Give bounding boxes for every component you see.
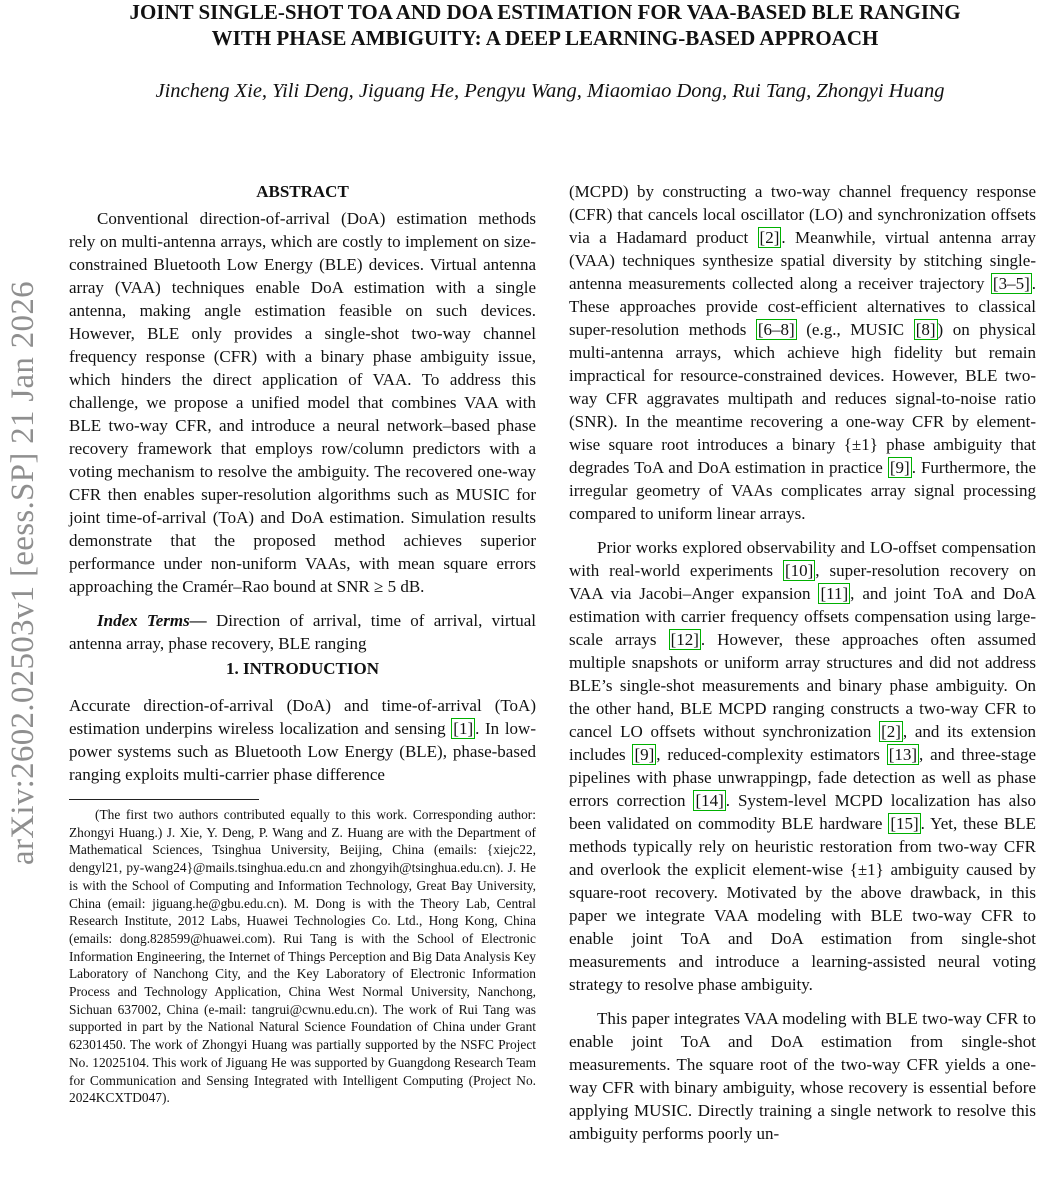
citation-link[interactable]: [8] xyxy=(915,320,936,339)
section-heading-introduction: 1. INTRODUCTION xyxy=(225,659,380,678)
intro-paragraph-1 xyxy=(69,694,536,786)
text-run: , and three-stage pipelines with phase unwrappingp, fade detection as well as phase errors correction xyxy=(569,745,1036,810)
citation-link[interactable]: [3–5] xyxy=(992,274,1030,293)
text-run: Accurate direction-of-arrival (DoA) and time-of-arrival (ToA) estimation underpins wireless localization and sensing xyxy=(69,696,536,738)
text-run: . However, these approaches often assumed multiple snapshots or uniform array structures and did not address BLE’s single-shot measurements and binary phase ambiguity. On the other hand, BLE MCPD ranging constructs a two-way CFR to cancel LO offsets without synchronization xyxy=(569,630,1036,741)
citation-link[interactable]: [9] xyxy=(634,745,655,764)
text-run: . Yet, these BLE methods typically rely on heuristic restoration from two-way CFR and overlook the explicit element-wise {±1} ambiguity caused by square-root recovery. Motivated by the above drawback, in this paper we integrate VAA modeling with BLE two-way CFR to enable joint ToA and DoA estimation from single-shot measurements and introduce a learning-assisted neural voting strategy to resolve phase ambiguity. xyxy=(569,814,1036,994)
title-line-2: WITH PHASE AMBIGUITY: A DEEP LEARNING-BASED APPROACH xyxy=(211,26,879,50)
right-column xyxy=(569,180,1036,1145)
text-run: (MCPD) by constructing a two-way channel frequency response (CFR) that cancels local oscillator (LO) and synchronization offsets via a Hadamard product xyxy=(569,182,1036,247)
arxiv-sidebar-stamp: arXiv:2602.02503v1 [eess.SP] 21 Jan 2026 xyxy=(5,281,41,865)
paper-title xyxy=(60,0,1030,51)
citation-link[interactable]: [2] xyxy=(759,228,780,247)
text-run: , and its extension includes xyxy=(569,722,1036,764)
index-terms-text: Direction of arrival, time of arrival, virtual antenna array, phase recovery, BLE ranging xyxy=(69,611,536,653)
abstract-body: Conventional direction-of-arrival (DoA) estimation methods rely on multi-antenna arrays, which are costly to implement on size-constrained Bluetooth Low Energy (BLE) devices. Virtual antenna array (VAA) techniques enable DoA estimation with a single antenna, making angle estimation feasible on such devices. However, BLE only provides a single-shot two-way channel frequency response (CFR) with a binary phase ambiguity issue, which hinders the direct application of VAA. To address this challenge, we propose a unified model that combines VAA with BLE two-way CFR, and introduce a neural network–based phase recovery framework that employs row/column predictors with a voting mechanism to resolve the ambiguity. The recovered one-way CFR then enables super-resolution algorithms such as MUSIC for joint time-of-arrival (ToA) and DoA estimation. Simulation results demonstrate that the proposed method achieves superior performance under non-uniform VAAs, with mean square errors approaching the Cramér–Rao bound at SNR ≥ 5 dB. xyxy=(69,209,536,596)
citation-link[interactable]: [14] xyxy=(695,791,724,810)
text-run: . Meanwhile, virtual antenna array (VAA) techniques synthesize spatial diversity by stitching single-antenna measurements collected along a receiver trajectory xyxy=(569,228,1036,293)
intro-paragraph-2 xyxy=(569,536,1036,996)
text-run: Prior works explored observability and LO-offset compensation with real-world experiments xyxy=(569,538,1036,580)
citation-link[interactable]: [6–8] xyxy=(757,320,795,339)
abstract-heading: ABSTRACT xyxy=(256,182,349,201)
text-run: . These approaches provide cost-efficient alternatives to classical super-resolution methods xyxy=(569,274,1036,339)
citation-link[interactable]: [13] xyxy=(888,745,918,764)
left-column xyxy=(69,180,536,1107)
text-run: , and joint ToA and DoA estimation with carrier frequency offsets compensation using large-scale arrays xyxy=(569,584,1036,649)
text-run: ) on physical multi-antenna arrays, which achieve high fidelity but remain impractical for resource-constrained devices. However, BLE two-way CFR aggravates multipath and reduces signal-to-noise ratio (SNR). In the meantime recovering a one-way CFR by element-wise square root introduces a binary {±1} phase ambiguity that degrades ToA and DoA estimation in practice xyxy=(569,320,1036,477)
author-list: Jincheng Xie, Yili Deng, Jiguang He, Pengyu Wang, Miaomiao Dong, Rui Tang, Zhongyi Huang xyxy=(155,80,945,102)
citation-link[interactable]: [10] xyxy=(784,561,814,580)
text-run: , reduced-complexity estimators xyxy=(656,745,887,764)
footnote-text: (The first two authors contributed equally to this work. Corresponding author: Zhongyi Huang.) J. Xie, Y. Deng, P. Wang and Z. Huang are with the Department of Mathematical Sciences, Tsinghua University, Beijing, China (emails: {xiejc22, dengyl21, py-wang24}@mails.tsinghua.edu.cn and zhongyih@tsinghua.edu.cn). J. He is with the School of Computing and Information Technology, Great Bay University, China (email: jiguang.he@gbu.edu.cn). M. Dong is with the Theory Lab, Central Research Institute, 2012 Labs, Huawei Technologies Co. Ltd., Hong Kong, China (emails: dong.828599@huawei.com). Rui Tang is with the School of Electronic Information Engineering, the Internet of Things Perception and Big Data Analysis Key Laboratory of Nanchong City, and the Key Laboratory of Electronic Information Process and Technology Application, China West Normal University, Nanchong, Sichuan 637002, China (e-mail: tangrui@cwnu.edu.cn). The work of Rui Tang was supported in part by the National Natural Science Foundation of China under Grant 62301450. The work of Zhongyi Huang was partially supported by the NSFC Project No. 12025104. This work of Jiguang He was supported by Guangdong Research Team for Communication and Sensing Integrated with Intelligent Computing (Project No. 2024KCXTD047). xyxy=(69,807,536,1106)
text-run: (e.g., MUSIC xyxy=(796,320,914,339)
text-run: , super-resolution recovery on VAA via Jacobi–Anger expansion xyxy=(569,561,1036,603)
citation-link[interactable]: [11] xyxy=(820,584,849,603)
intro-paragraph-3: This paper integrates VAA modeling with BLE two-way CFR to enable joint ToA and DoA estimation from single-shot measurements. The square root of the two-way CFR yields a one-way CFR with binary ambiguity, whose recovery is essential before applying MUSIC. Directly training a single network to resolve this ambiguity performs poorly un- xyxy=(569,1009,1036,1143)
citation-link[interactable]: [9] xyxy=(889,458,910,477)
citation-link[interactable]: [1] xyxy=(453,719,474,738)
citation-link[interactable]: [2] xyxy=(881,722,901,741)
text-run: . In low-power systems such as Bluetooth Low Energy (BLE), phase-based ranging exploits multi-carrier phase difference xyxy=(69,719,536,784)
index-terms xyxy=(69,609,536,655)
text-run: . System-level MCPD localization has also been validated on commodity BLE hardware xyxy=(569,791,1036,833)
footnote-divider xyxy=(69,799,259,800)
intro-paragraph-1-continued xyxy=(569,180,1036,525)
footnote xyxy=(69,806,536,1107)
index-terms-label: Index Terms— xyxy=(97,611,207,630)
citation-link[interactable]: [12] xyxy=(670,630,699,649)
text-run: . Furthermore, the irregular geometry of VAAs complicates array signal processing compared to uniform linear arrays. xyxy=(569,458,1036,523)
citation-link[interactable]: [15] xyxy=(890,814,919,833)
title-line-1: JOINT SINGLE-SHOT TOA AND DOA ESTIMATION FOR VAA-BASED BLE RANGING xyxy=(129,0,961,24)
